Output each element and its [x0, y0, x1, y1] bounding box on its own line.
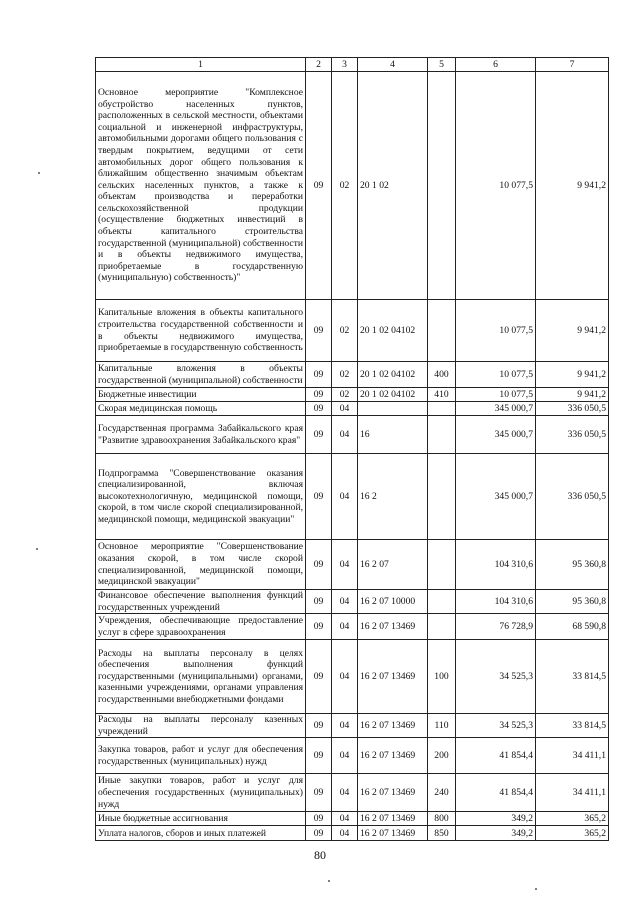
expense-type-cell: 110 [428, 714, 456, 738]
subsection-code-cell: 04 [332, 714, 358, 738]
table-row [96, 388, 609, 402]
row-name-cell: Иные закупки товаров, работ и услуг для обеспечения государственных (муниципальных) нужд [96, 774, 306, 812]
section-code-cell: 09 [306, 812, 332, 826]
section-code-cell: 09 [306, 590, 332, 614]
row-name-cell: Уплата налогов, сборов и иных платежей [96, 826, 306, 841]
row-name-cell: Расходы на выплаты персоналу казенных учреждений [96, 714, 306, 738]
subsection-code-cell: 02 [332, 362, 358, 388]
amount-cell: 76 728,9 [456, 614, 536, 640]
amount-cell: 95 360,8 [536, 540, 609, 590]
table-row [96, 614, 609, 640]
expense-type-cell: 100 [428, 640, 456, 714]
amount-cell: 33 814,5 [536, 640, 609, 714]
amount-cell: 345 000,7 [456, 454, 536, 540]
amount-cell: 34 411,1 [536, 738, 609, 774]
section-code-cell: 09 [306, 640, 332, 714]
subsection-code-cell: 04 [332, 590, 358, 614]
amount-cell: 345 000,7 [456, 402, 536, 416]
scan-speck [328, 880, 330, 882]
amount-cell: 336 050,5 [536, 402, 609, 416]
row-name-cell: Закупка товаров, работ и услуг для обеспечения государственных (муниципальных) нужд [96, 738, 306, 774]
amount-cell: 365,2 [536, 812, 609, 826]
subsection-code-cell: 04 [332, 402, 358, 416]
section-code-cell: 09 [306, 774, 332, 812]
column-header: 6 [456, 58, 536, 72]
table-row [96, 454, 609, 540]
row-name-cell: Основное мероприятие "Совершенствование оказания скорой, в том числе скорой специализированной, медицинской помощи, медицинской эвакуации" [96, 540, 306, 590]
subsection-code-cell: 04 [332, 454, 358, 540]
page-number: 80 [314, 848, 326, 862]
scan-speck [535, 888, 537, 890]
amount-cell: 349,2 [456, 826, 536, 841]
target-article-cell: 16 2 07 10000 [358, 590, 428, 614]
column-header: 7 [536, 58, 609, 72]
column-header: 5 [428, 58, 456, 72]
amount-cell: 41 854,4 [456, 738, 536, 774]
subsection-code-cell: 02 [332, 300, 358, 362]
amount-cell: 34 525,3 [456, 714, 536, 738]
table-row [96, 362, 609, 388]
subsection-code-cell: 04 [332, 416, 358, 454]
amount-cell: 104 310,6 [456, 540, 536, 590]
amount-cell: 9 941,2 [536, 362, 609, 388]
row-name-cell: Учреждения, обеспечивающие предоставление услуг в сфере здравоохранения [96, 614, 306, 640]
target-article-cell: 16 2 07 [358, 540, 428, 590]
scan-speck [38, 172, 40, 174]
expense-type-cell [428, 590, 456, 614]
target-article-cell: 16 2 07 13469 [358, 714, 428, 738]
amount-cell: 9 941,2 [536, 388, 609, 402]
section-code-cell: 09 [306, 72, 332, 300]
table-row [96, 540, 609, 590]
table-row [96, 738, 609, 774]
subsection-code-cell: 02 [332, 388, 358, 402]
column-header: 1 [96, 58, 306, 72]
section-code-cell: 09 [306, 614, 332, 640]
table-row [96, 590, 609, 614]
column-header: 3 [332, 58, 358, 72]
subsection-code-cell: 04 [332, 774, 358, 812]
amount-cell: 365,2 [536, 826, 609, 841]
subsection-code-cell: 04 [332, 738, 358, 774]
target-article-cell: 20 1 02 04102 [358, 300, 428, 362]
section-code-cell: 09 [306, 388, 332, 402]
column-header: 4 [358, 58, 428, 72]
expense-type-cell [428, 416, 456, 454]
row-name-cell: Бюджетные инвестиции [96, 388, 306, 402]
amount-cell: 9 941,2 [536, 300, 609, 362]
amount-cell: 349,2 [456, 812, 536, 826]
section-code-cell: 09 [306, 714, 332, 738]
row-name-cell: Капитальные вложения в объекты государственной (муниципальной) собственности [96, 362, 306, 388]
amount-cell: 10 077,5 [456, 72, 536, 300]
amount-cell: 41 854,4 [456, 774, 536, 812]
section-code-cell: 09 [306, 826, 332, 841]
row-name-cell: Капитальные вложения в объекты капитального строительства государственной собственности и в объекты недвижимого имущества, приобретаемые в государственную собственность [96, 300, 306, 362]
amount-cell: 104 310,6 [456, 590, 536, 614]
subsection-code-cell: 04 [332, 614, 358, 640]
table-row [96, 402, 609, 416]
target-article-cell: 16 2 07 13469 [358, 614, 428, 640]
table-row [96, 826, 609, 841]
table-row [96, 416, 609, 454]
target-article-cell: 16 [358, 416, 428, 454]
expense-type-cell: 850 [428, 826, 456, 841]
section-code-cell: 09 [306, 416, 332, 454]
amount-cell: 10 077,5 [456, 388, 536, 402]
table-row [96, 812, 609, 826]
row-name-cell: Иные бюджетные ассигнования [96, 812, 306, 826]
row-name-cell: Финансовое обеспечение выполнения функций государственных учреждений [96, 590, 306, 614]
row-name-cell: Скорая медицинская помощь [96, 402, 306, 416]
section-code-cell: 09 [306, 300, 332, 362]
expense-type-cell: 400 [428, 362, 456, 388]
expense-type-cell [428, 614, 456, 640]
expense-type-cell [428, 454, 456, 540]
amount-cell: 336 050,5 [536, 454, 609, 540]
amount-cell: 9 941,2 [536, 72, 609, 300]
amount-cell: 345 000,7 [456, 416, 536, 454]
budget-table [95, 57, 609, 841]
expense-type-cell: 410 [428, 388, 456, 402]
section-code-cell: 09 [306, 738, 332, 774]
target-article-cell: 16 2 07 13469 [358, 738, 428, 774]
scan-speck [36, 548, 38, 550]
expense-type-cell [428, 72, 456, 300]
subsection-code-cell: 04 [332, 826, 358, 841]
expense-type-cell: 200 [428, 738, 456, 774]
target-article-cell: 20 1 02 04102 [358, 388, 428, 402]
amount-cell: 34 525,3 [456, 640, 536, 714]
row-name-cell: Расходы на выплаты персоналу в целях обеспечения выполнения функций государственными (муниципальными) органами, казенными учреждениями, органами управления государственными внебюджетными фондами [96, 640, 306, 714]
amount-cell: 95 360,8 [536, 590, 609, 614]
subsection-code-cell: 04 [332, 640, 358, 714]
target-article-cell: 16 2 07 13469 [358, 640, 428, 714]
target-article-cell: 16 2 07 13469 [358, 812, 428, 826]
target-article-cell: 20 1 02 [358, 72, 428, 300]
table-row [96, 774, 609, 812]
target-article-cell: 20 1 02 04102 [358, 362, 428, 388]
table-row [96, 72, 609, 300]
expense-type-cell: 800 [428, 812, 456, 826]
table-header-row [96, 58, 609, 72]
amount-cell: 10 077,5 [456, 362, 536, 388]
amount-cell: 33 814,5 [536, 714, 609, 738]
target-article-cell: 16 2 [358, 454, 428, 540]
subsection-code-cell: 02 [332, 72, 358, 300]
expense-type-cell [428, 540, 456, 590]
section-code-cell: 09 [306, 362, 332, 388]
expense-type-cell: 240 [428, 774, 456, 812]
expense-type-cell [428, 402, 456, 416]
row-name-cell: Основное мероприятие "Комплексное обустройство населенных пунктов, расположенных в сельской местности, объектами социальной и инженерной инфраструктуры, автомобильными дорогами общего пользования с твердым покрытием, ведущими от сети автомобильных дорог общего пользования к ближайшим общественно значимым объектам сельских населенных пунктов, а также к объектам производства и переработки сельскохозяйственной продукции (осуществление бюджетных инвестиций в объекты капитального строительства государственной (муниципальной) собственности и в объекты недвижимого имущества, приобретаемые в государственную (муниципальную) собственность)" [96, 72, 306, 300]
target-article-cell [358, 402, 428, 416]
table-row [96, 714, 609, 738]
amount-cell: 34 411,1 [536, 774, 609, 812]
target-article-cell: 16 2 07 13469 [358, 826, 428, 841]
table-row [96, 300, 609, 362]
subsection-code-cell: 04 [332, 540, 358, 590]
amount-cell: 68 590,8 [536, 614, 609, 640]
target-article-cell: 16 2 07 13469 [358, 774, 428, 812]
row-name-cell: Государственная программа Забайкальского края "Развитие здравоохранения Забайкальского края" [96, 416, 306, 454]
section-code-cell: 09 [306, 402, 332, 416]
amount-cell: 10 077,5 [456, 300, 536, 362]
section-code-cell: 09 [306, 540, 332, 590]
subsection-code-cell: 04 [332, 812, 358, 826]
expense-type-cell [428, 300, 456, 362]
table-row [96, 640, 609, 714]
section-code-cell: 09 [306, 454, 332, 540]
amount-cell: 336 050,5 [536, 416, 609, 454]
column-header: 2 [306, 58, 332, 72]
row-name-cell: Подпрограмма "Совершенствование оказания специализированной, включая высокотехнологичную, медицинской помощи, скорой, в том числе скорой специализированной, медицинской помощи, медицинской эвакуации" [96, 454, 306, 540]
